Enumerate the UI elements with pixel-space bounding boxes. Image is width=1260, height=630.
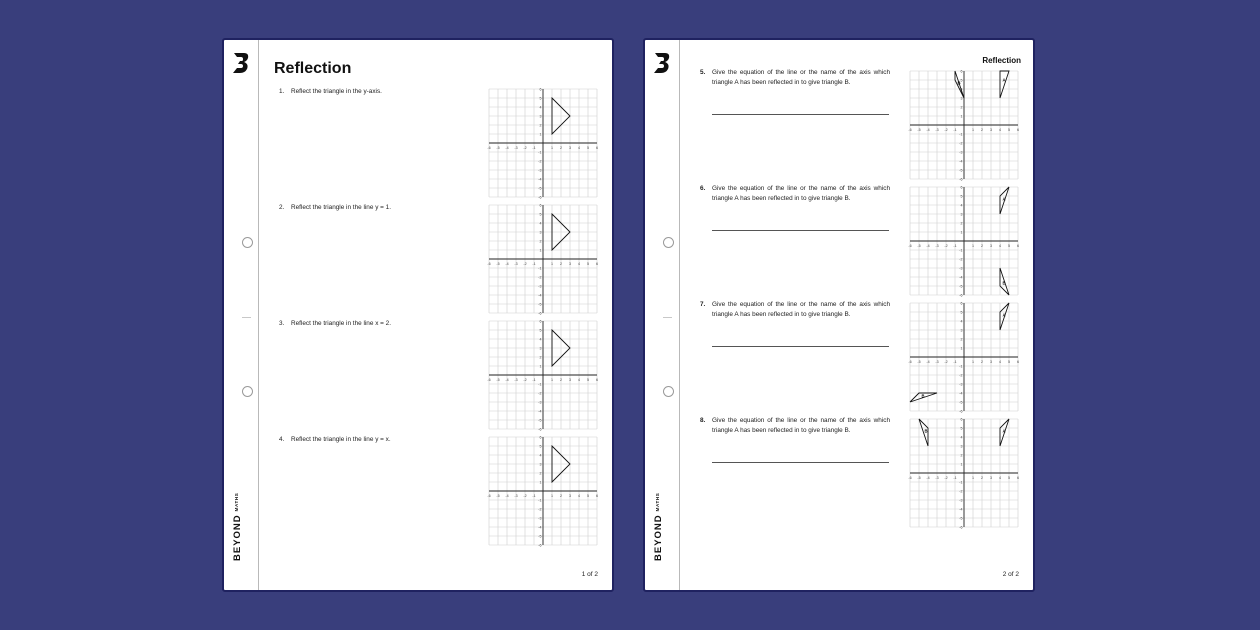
y-tick-label: -3: [538, 400, 542, 405]
y-tick-label: 1: [960, 346, 963, 351]
x-tick-label: -3: [935, 476, 939, 480]
answer-line[interactable]: [712, 346, 889, 347]
x-tick-label: 4: [578, 146, 580, 150]
coordinate-grid-2: [488, 204, 598, 314]
y-tick-label: 5: [539, 444, 542, 449]
y-tick-label: -6: [959, 293, 963, 298]
x-tick-label: -5: [917, 360, 921, 364]
y-tick-label: -3: [959, 382, 963, 387]
y-tick-label: -2: [959, 489, 963, 494]
y-tick-label: 5: [960, 194, 963, 199]
answer-line[interactable]: [712, 462, 889, 463]
y-tick-label: -2: [959, 141, 963, 146]
x-tick-label: 1: [551, 146, 553, 150]
question-4: 4. Reflect the triangle in the line y = x.: [279, 436, 391, 443]
x-tick-label: -5: [917, 476, 921, 480]
y-tick-label: 1: [960, 230, 963, 235]
y-tick-label: -1: [538, 150, 542, 155]
y-tick-label: 2: [960, 105, 963, 110]
x-tick-label: 2: [981, 244, 983, 248]
y-tick-label: -3: [959, 150, 963, 155]
x-tick-label: 5: [1008, 244, 1010, 248]
x-tick-label: -3: [514, 262, 518, 266]
y-tick-label: -4: [538, 293, 542, 298]
y-tick-label: -6: [959, 409, 963, 414]
y-tick-label: 6: [960, 185, 963, 190]
fold-mark: [663, 317, 672, 318]
x-tick-label: 6: [596, 146, 598, 150]
x-tick-label: 3: [569, 262, 571, 266]
y-tick-label: -1: [959, 480, 963, 485]
worksheet-page-1: [222, 38, 614, 592]
x-tick-label: 2: [560, 378, 562, 382]
x-tick-label: -1: [953, 128, 957, 132]
triangle-a: [1000, 71, 1009, 98]
y-tick-label: 5: [539, 212, 542, 217]
y-tick-label: 4: [960, 203, 963, 208]
x-tick-label: 5: [587, 262, 589, 266]
y-tick-label: 5: [960, 426, 963, 431]
coordinate-grid-1: [488, 88, 598, 198]
y-tick-label: -2: [538, 391, 542, 396]
y-tick-label: 4: [539, 337, 542, 342]
x-tick-label: -5: [496, 146, 500, 150]
coordinate-grid-4: [488, 436, 598, 546]
y-tick-label: -6: [538, 195, 542, 200]
y-tick-label: -5: [538, 534, 542, 539]
y-tick-label: 1: [960, 462, 963, 467]
y-tick-label: 5: [539, 96, 542, 101]
y-tick-label: 3: [960, 96, 963, 101]
y-tick-label: -1: [959, 132, 963, 137]
y-tick-label: 4: [539, 105, 542, 110]
y-tick-label: 6: [960, 69, 963, 74]
x-tick-label: 6: [1017, 244, 1019, 248]
y-tick-label: -5: [959, 284, 963, 289]
y-tick-label: 2: [539, 355, 542, 360]
x-tick-label: -4: [505, 494, 509, 498]
x-tick-label: 6: [1017, 476, 1019, 480]
x-tick-label: -1: [532, 146, 536, 150]
y-tick-label: 2: [539, 123, 542, 128]
x-tick-label: -6: [487, 146, 491, 150]
question-7: 7. Give the equation of the line or the name of the axis which triangle A has been reflected in to give triangle B.: [700, 301, 890, 318]
x-tick-label: 5: [587, 494, 589, 498]
y-tick-label: -1: [959, 248, 963, 253]
y-tick-label: 5: [960, 310, 963, 315]
page-number: 1 of 2: [581, 571, 598, 578]
y-tick-label: 3: [539, 462, 542, 467]
coordinate-grid-8: [909, 418, 1019, 528]
x-tick-label: 3: [990, 244, 992, 248]
y-tick-label: -3: [959, 266, 963, 271]
x-tick-label: -2: [523, 494, 527, 498]
x-tick-label: -3: [935, 244, 939, 248]
y-tick-label: 5: [539, 328, 542, 333]
x-tick-label: 2: [560, 262, 562, 266]
y-tick-label: 3: [960, 212, 963, 217]
fold-mark: [242, 317, 251, 318]
x-tick-label: -1: [532, 378, 536, 382]
y-tick-label: 4: [539, 221, 542, 226]
binder-spine: [224, 40, 259, 590]
page-title: Reflection: [274, 60, 352, 77]
x-tick-label: -6: [908, 128, 912, 132]
x-tick-label: -2: [944, 360, 948, 364]
y-tick-label: -2: [538, 275, 542, 280]
y-tick-label: 6: [539, 87, 542, 92]
y-tick-label: -1: [959, 364, 963, 369]
x-tick-label: -4: [926, 360, 930, 364]
x-tick-label: 1: [972, 476, 974, 480]
x-tick-label: -6: [908, 360, 912, 364]
y-tick-label: 1: [960, 114, 963, 119]
x-tick-label: -2: [523, 262, 527, 266]
page-number: 2 of 2: [1002, 571, 1019, 578]
x-tick-label: 2: [981, 360, 983, 364]
binder-spine: [645, 40, 680, 590]
y-tick-label: 1: [539, 248, 542, 253]
y-tick-label: 1: [539, 364, 542, 369]
x-tick-label: -5: [496, 378, 500, 382]
x-tick-label: -1: [532, 262, 536, 266]
x-tick-label: -1: [532, 494, 536, 498]
y-tick-label: 2: [960, 337, 963, 342]
x-tick-label: -3: [514, 378, 518, 382]
y-tick-label: -3: [959, 498, 963, 503]
x-tick-label: 4: [999, 244, 1001, 248]
y-tick-label: 1: [539, 132, 542, 137]
y-tick-label: -1: [538, 498, 542, 503]
y-tick-label: -5: [959, 400, 963, 405]
x-tick-label: -4: [505, 262, 509, 266]
punch-hole: [663, 386, 674, 397]
y-tick-label: 1: [539, 480, 542, 485]
y-tick-label: -4: [959, 159, 963, 164]
question-2: 2. Reflect the triangle in the line y = 1.: [279, 204, 392, 211]
x-tick-label: -1: [953, 476, 957, 480]
x-tick-label: -6: [908, 476, 912, 480]
triangle-b-label: B: [957, 80, 961, 86]
beyond-logo-icon: [231, 52, 251, 74]
y-tick-label: -4: [538, 409, 542, 414]
y-tick-label: -6: [538, 427, 542, 432]
coordinate-grid-3: [488, 320, 598, 430]
x-tick-label: 3: [569, 378, 571, 382]
y-tick-label: 3: [539, 230, 542, 235]
brand-label: $BEYOND^{MATHS}$: [232, 492, 243, 561]
y-tick-label: -5: [959, 516, 963, 521]
y-tick-label: -6: [959, 177, 963, 182]
question-6: 6. Give the equation of the line or the name of the axis which triangle A has been reflected in to give triangle B.: [700, 185, 890, 202]
y-tick-label: 4: [960, 319, 963, 324]
y-tick-label: -4: [538, 525, 542, 530]
x-tick-label: 4: [999, 476, 1001, 480]
y-tick-label: -5: [538, 418, 542, 423]
x-tick-label: 2: [560, 494, 562, 498]
coordinate-grid-6: [909, 186, 1019, 296]
y-tick-label: -2: [538, 507, 542, 512]
x-tick-label: -4: [505, 146, 509, 150]
x-tick-label: 3: [569, 494, 571, 498]
x-tick-label: 5: [587, 378, 589, 382]
x-tick-label: 4: [999, 360, 1001, 364]
y-tick-label: -3: [538, 284, 542, 289]
x-tick-label: 5: [1008, 360, 1010, 364]
y-tick-label: 6: [539, 319, 542, 324]
x-tick-label: -2: [523, 146, 527, 150]
y-tick-label: 6: [960, 301, 963, 306]
y-tick-label: 3: [539, 346, 542, 351]
x-tick-label: 5: [587, 146, 589, 150]
x-tick-label: -5: [917, 244, 921, 248]
x-tick-label: -4: [926, 476, 930, 480]
y-tick-label: -2: [959, 373, 963, 378]
worksheet-page-2: [643, 38, 1035, 592]
x-tick-label: 4: [578, 378, 580, 382]
y-tick-label: -4: [959, 507, 963, 512]
y-tick-label: -6: [538, 543, 542, 548]
x-tick-label: -4: [926, 244, 930, 248]
question-8: 8. Give the equation of the line or the name of the axis which triangle A has been reflected in to give triangle B.: [700, 417, 890, 434]
x-tick-label: -5: [917, 128, 921, 132]
x-tick-label: -4: [926, 128, 930, 132]
punch-hole: [663, 237, 674, 248]
y-tick-label: 3: [539, 114, 542, 119]
triangle-a-label: A: [1002, 428, 1006, 434]
question-3: 3. Reflect the triangle in the line x = 2.: [279, 320, 392, 327]
x-tick-label: 1: [972, 360, 974, 364]
x-tick-label: 4: [578, 262, 580, 266]
y-tick-label: 4: [960, 87, 963, 92]
x-tick-label: -6: [908, 244, 912, 248]
y-tick-label: -1: [538, 382, 542, 387]
triangle-a-label: A: [1002, 77, 1006, 83]
triangle-a-label: A: [1002, 196, 1006, 202]
x-tick-label: -3: [514, 146, 518, 150]
x-tick-label: -2: [944, 244, 948, 248]
punch-hole: [242, 237, 253, 248]
x-tick-label: 6: [596, 494, 598, 498]
x-tick-label: 5: [1008, 476, 1010, 480]
x-tick-label: -6: [487, 494, 491, 498]
punch-hole: [242, 386, 253, 397]
x-tick-label: 5: [1008, 128, 1010, 132]
x-tick-label: 1: [972, 128, 974, 132]
x-tick-label: 6: [596, 262, 598, 266]
x-tick-label: -1: [953, 244, 957, 248]
x-tick-label: -6: [487, 378, 491, 382]
triangle-b-label: B: [1002, 280, 1006, 286]
x-tick-label: -3: [514, 494, 518, 498]
x-tick-label: 3: [569, 146, 571, 150]
coordinate-grid-7: [909, 302, 1019, 412]
answer-line[interactable]: [712, 114, 889, 115]
y-tick-label: 6: [539, 203, 542, 208]
y-tick-label: -2: [959, 257, 963, 262]
y-tick-label: -5: [959, 168, 963, 173]
x-tick-label: -4: [505, 378, 509, 382]
y-tick-label: 4: [539, 453, 542, 458]
x-tick-label: -2: [944, 476, 948, 480]
x-tick-label: 3: [990, 476, 992, 480]
y-tick-label: 6: [539, 435, 542, 440]
x-tick-label: 3: [990, 128, 992, 132]
x-tick-label: 4: [999, 128, 1001, 132]
x-tick-label: -1: [953, 360, 957, 364]
y-tick-label: -6: [538, 311, 542, 316]
question-5: 5. Give the equation of the line or the name of the axis which triangle A has been reflected in to give triangle B.: [700, 69, 890, 86]
y-tick-label: -5: [538, 302, 542, 307]
x-tick-label: 1: [551, 494, 553, 498]
y-tick-label: -4: [959, 391, 963, 396]
x-tick-label: -2: [523, 378, 527, 382]
brand-label: $BEYOND^{MATHS}$: [653, 492, 664, 561]
x-tick-label: 2: [560, 146, 562, 150]
y-tick-label: 2: [539, 239, 542, 244]
x-tick-label: 1: [551, 378, 553, 382]
x-tick-label: 6: [596, 378, 598, 382]
y-tick-label: -1: [538, 266, 542, 271]
y-tick-label: 5: [960, 78, 963, 83]
triangle-a-label: A: [1002, 312, 1006, 318]
y-tick-label: 6: [960, 417, 963, 422]
y-tick-label: 2: [960, 221, 963, 226]
y-tick-label: 3: [960, 444, 963, 449]
x-tick-label: 4: [578, 494, 580, 498]
x-tick-label: 3: [990, 360, 992, 364]
x-tick-label: -5: [496, 262, 500, 266]
x-tick-label: -2: [944, 128, 948, 132]
answer-line[interactable]: [712, 230, 889, 231]
coordinate-grid-5: [909, 70, 1019, 180]
question-1: 1. Reflect the triangle in the y-axis.: [279, 88, 382, 95]
x-tick-label: 1: [972, 244, 974, 248]
x-tick-label: -5: [496, 494, 500, 498]
y-tick-label: 2: [539, 471, 542, 476]
y-tick-label: 4: [960, 435, 963, 440]
x-tick-label: 2: [981, 476, 983, 480]
x-tick-label: 6: [1017, 128, 1019, 132]
beyond-logo-icon: [652, 52, 672, 74]
x-tick-label: -3: [935, 360, 939, 364]
triangle-b-label: B: [921, 393, 925, 399]
y-tick-label: -6: [959, 525, 963, 530]
x-tick-label: 2: [981, 128, 983, 132]
y-tick-label: -3: [538, 516, 542, 521]
x-tick-label: -6: [487, 262, 491, 266]
y-tick-label: 2: [960, 453, 963, 458]
y-tick-label: -3: [538, 168, 542, 173]
y-tick-label: -2: [538, 159, 542, 164]
x-tick-label: 1: [551, 262, 553, 266]
x-tick-label: -3: [935, 128, 939, 132]
y-tick-label: -4: [959, 275, 963, 280]
y-tick-label: -4: [538, 177, 542, 182]
x-tick-label: 6: [1017, 360, 1019, 364]
y-tick-label: -5: [538, 186, 542, 191]
y-tick-label: 3: [960, 328, 963, 333]
triangle-b-label: B: [924, 428, 928, 434]
header-title: Reflection: [982, 56, 1021, 65]
